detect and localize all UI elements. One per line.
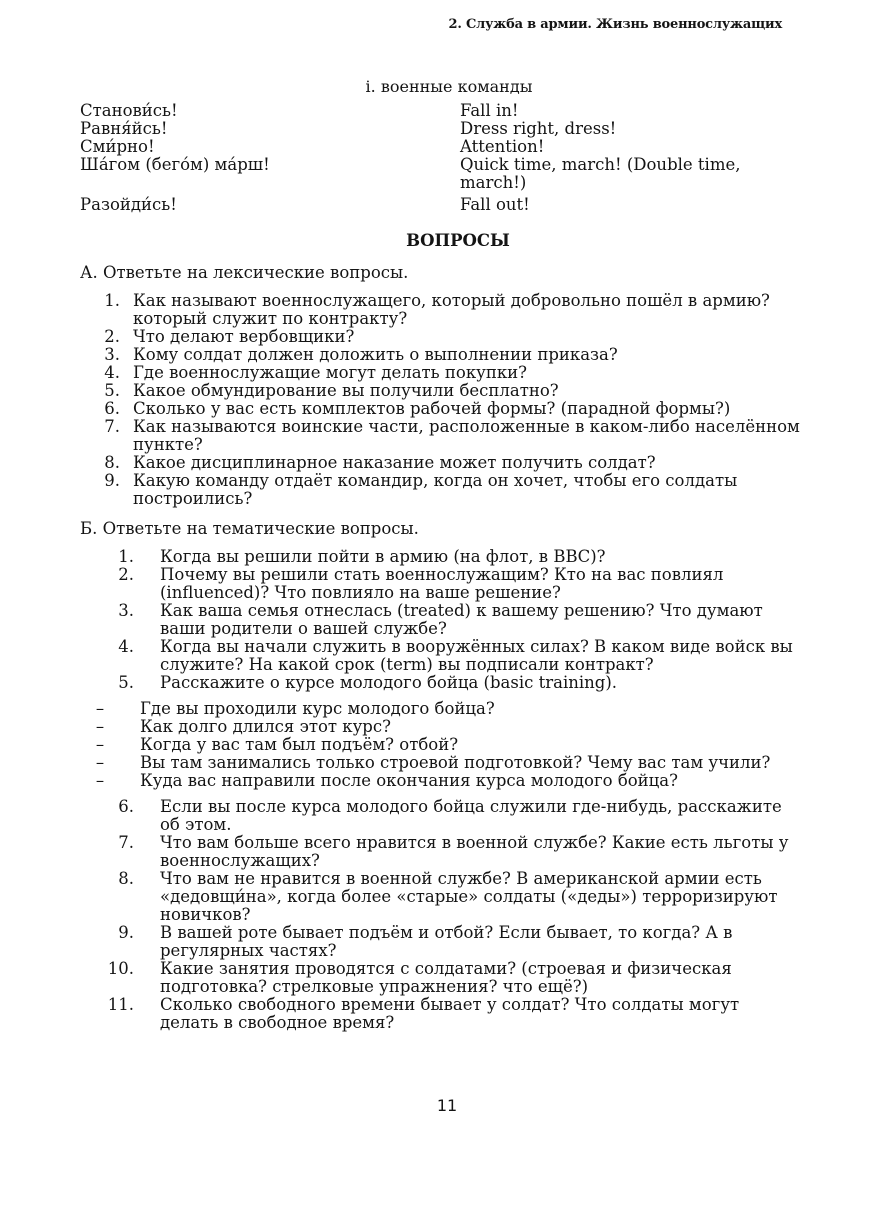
command-row: [80, 156, 800, 192]
part-b-title: Б. Ответьте на тематические вопросы.: [80, 519, 419, 538]
question-text: Когда вы решили пойти в армию (на флот, в ВВС)?: [160, 547, 606, 566]
sub-question-text: Вы там занимались только строевой подготовкой? Чему вас там учили?: [140, 753, 771, 772]
part-b-list-rest: [80, 798, 800, 1032]
question-item: [80, 960, 800, 996]
question-text: Как называются воинские части, расположенные в каком-либо населённом пункте?: [133, 417, 800, 454]
dash-marker: –: [95, 753, 105, 772]
question-number: 5.: [104, 381, 120, 400]
basic-training-sublist: [80, 700, 800, 790]
command-english: Attention!: [460, 137, 545, 156]
question-number: 6.: [104, 399, 120, 418]
question-item: [80, 566, 800, 602]
sub-question-text: Где вы проходили курс молодого бойца?: [140, 699, 495, 718]
question-number: 1.: [118, 547, 134, 566]
question-number: 5.: [118, 673, 134, 692]
question-item: [80, 418, 800, 454]
question-text: Как называют военнослужащего, который добровольно пошёл в армию? который служит по контракту?: [133, 291, 770, 328]
sub-question-text: Когда у вас там был подъём? отбой?: [140, 735, 459, 754]
part-a-list: [80, 292, 800, 508]
question-item: [80, 292, 800, 328]
question-text: Сколько у вас есть комплектов рабочей формы? (парадной формы?): [133, 399, 731, 418]
running-head: 2. Служба в армии. Жизнь военнослужащих: [448, 17, 782, 32]
question-number: 4.: [104, 363, 120, 382]
question-item: [80, 472, 800, 508]
command-row: [80, 120, 800, 138]
question-number: 10.: [107, 959, 134, 978]
question-item: [80, 674, 800, 692]
part-a: [80, 264, 800, 508]
question-text: Почему вы решили стать военнослужащим? Кто на вас повлиял (influenced)? Что повлияло на ваше решение?: [160, 565, 724, 602]
question-text: В вашей роте бывает подъём и отбой? Если бывает, то когда? А в регулярных частях?: [160, 923, 733, 960]
question-text: Какую команду отдаёт командир, когда он хочет, чтобы его солдаты построились?: [133, 471, 738, 508]
question-text: Что вам не нравится в военной службе? В американской армии есть «дедовщи́на», когда более «старые» солдаты («деды») терроризируют новичков?: [160, 869, 778, 924]
question-item: [80, 996, 800, 1032]
section-title: i. военные команды: [365, 77, 533, 96]
sub-question-item: [80, 700, 800, 718]
question-item: [80, 798, 800, 834]
question-item: [80, 328, 800, 346]
command-russian: Ша́гом (бего́м) ма́рш!: [80, 155, 270, 174]
dash-marker: –: [95, 699, 105, 718]
question-text: Что делают вербовщики?: [133, 327, 355, 346]
sub-question-item: [80, 772, 800, 790]
dash-marker: –: [95, 735, 105, 754]
part-b: [80, 520, 800, 1032]
question-item: [80, 400, 800, 418]
question-number: 7.: [118, 833, 134, 852]
question-item: [80, 924, 800, 960]
sub-question-item: [80, 718, 800, 736]
question-item: [80, 454, 800, 472]
question-text: Расскажите о курсе молодого бойца (basic training).: [160, 673, 618, 692]
sub-question-item: [80, 754, 800, 772]
question-number: 3.: [118, 601, 134, 620]
question-number: 9.: [118, 923, 134, 942]
question-item: [80, 364, 800, 382]
dash-marker: –: [95, 771, 105, 790]
question-text: Кому солдат должен доложить о выполнении приказа?: [133, 345, 618, 364]
question-number: 9.: [104, 471, 120, 490]
sub-question-text: Как долго длился этот курс?: [140, 717, 391, 736]
question-text: Если вы после курса молодого бойца служили где-нибудь, расскажите об этом.: [160, 797, 782, 834]
command-row: [80, 196, 800, 214]
question-item: [80, 548, 800, 566]
command-russian: Станови́сь!: [80, 101, 178, 120]
question-text: Какие занятия проводятся с солдатами? (строевая и физическая подготовка? стрелковые упражнения? что ещё?): [160, 959, 732, 996]
part-b-list-first: [80, 548, 800, 692]
dash-marker: –: [95, 717, 105, 736]
question-number: 1.: [104, 291, 120, 310]
commands-table: [80, 102, 800, 214]
command-english: Quick time, march! (Double time, march!): [460, 155, 741, 192]
command-row: [80, 102, 800, 120]
question-number: 3.: [104, 345, 120, 364]
question-number: 8.: [104, 453, 120, 472]
question-item: [80, 602, 800, 638]
question-item: [80, 834, 800, 870]
command-english: Dress right, dress!: [460, 119, 617, 138]
question-text: Как ваша семья отнеслась (treated) к вашему решению? Что думают ваши родители о вашей службе?: [160, 601, 763, 638]
sub-question-text: Куда вас направили после окончания курса молодого бойца?: [140, 771, 678, 790]
command-russian: Разойди́сь!: [80, 195, 177, 214]
question-number: 6.: [118, 797, 134, 816]
command-russian: Равня́йсь!: [80, 119, 168, 138]
question-number: 11.: [107, 995, 134, 1014]
question-number: 2.: [104, 327, 120, 346]
command-russian: Сми́рно!: [80, 137, 155, 156]
question-number: 4.: [118, 637, 134, 656]
question-number: 7.: [104, 417, 120, 436]
command-row: [80, 138, 800, 156]
question-text: Сколько свободного времени бывает у солдат? Что солдаты могут делать в свободное время?: [160, 995, 740, 1032]
question-text: Какое дисциплинарное наказание может получить солдат?: [133, 453, 656, 472]
sub-question-item: [80, 736, 800, 754]
question-text: Когда вы начали служить в вооружённых силах? В каком виде войск вы служите? На какой срок (term) вы подписали контракт?: [160, 637, 793, 674]
question-text: Какое обмундирование вы получили бесплатно?: [133, 381, 559, 400]
command-english: Fall in!: [460, 101, 519, 120]
question-item: [80, 382, 800, 400]
question-number: 2.: [118, 565, 134, 584]
question-item: [80, 638, 800, 674]
question-item: [80, 870, 800, 924]
question-text: Что вам больше всего нравится в военной службе? Какие есть льготы у военнослужащих?: [160, 833, 789, 870]
part-a-title: А. Ответьте на лексические вопросы.: [80, 263, 409, 282]
command-english: Fall out!: [460, 195, 530, 214]
questions-heading: ВОПРОСЫ: [406, 231, 510, 250]
question-text: Где военнослужащие могут делать покупки?: [133, 363, 528, 382]
question-number: 8.: [118, 869, 134, 888]
question-item: [80, 346, 800, 364]
page-number: 11: [436, 1096, 458, 1115]
